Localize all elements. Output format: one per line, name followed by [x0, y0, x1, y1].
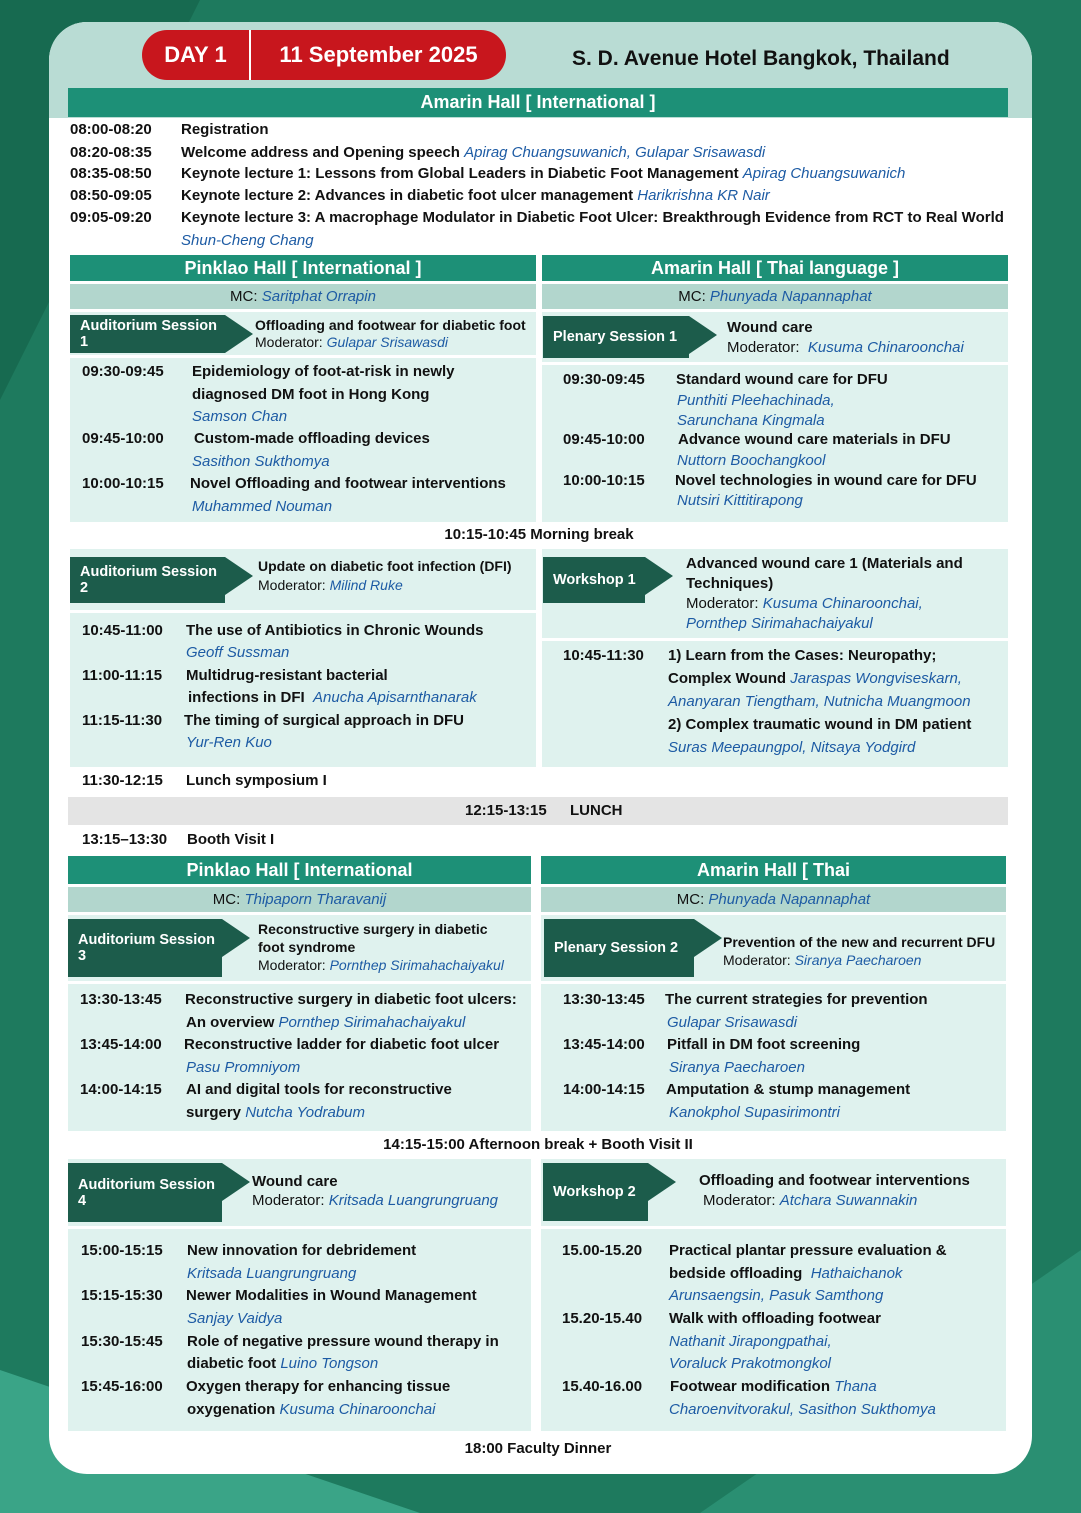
speaker-name: Voraluck Prakotmongkol — [669, 1355, 832, 1372]
talk-time: 10:45-11:00 — [82, 622, 163, 639]
talk-title: 1) Learn from the Cases: Neuropathy; — [668, 647, 937, 664]
talk-title: Epidemiology of foot-at-risk in newly — [192, 363, 455, 380]
talk-title: Role of negative pressure wound therapy in — [187, 1333, 499, 1350]
faculty-dinner: 18:00 Faculty Dinner — [464, 1440, 612, 1457]
booth-visit-time: 13:15–13:30 — [82, 831, 168, 848]
list-item: 08:35-08:50 Keynote lecture 1: Lessons from Global Leaders in Diabetic Foot Management Apirag Chuangsuwanich — [70, 165, 906, 182]
talk-time: 14:00-14:15 — [563, 1081, 645, 1098]
list-item: 09:05-09:20 Keynote lecture 3: A macrophage Modulator in Diabetic Foot Ulcer: Breakthrough Evidence from RCT to Real World — [70, 209, 1004, 226]
auditorium-session-3-tag: Auditorium Session 3 — [68, 919, 222, 977]
talk-title: Pitfall in DM foot screening — [667, 1036, 861, 1053]
talk-title: surgery Nutcha Yodrabum — [186, 1104, 366, 1121]
speaker-name: Sarunchana Kingmala — [677, 412, 825, 429]
day-label: DAY 1 — [164, 42, 227, 67]
talk-time: 09:30-09:45 — [563, 371, 645, 388]
plenary-session-1-tag: Plenary Session 1 — [543, 316, 689, 358]
talk-title: Novel technologies in wound care for DFU — [675, 472, 977, 489]
talk-title: The use of Antibiotics in Chronic Wounds — [186, 622, 484, 639]
lunch-time: 12:15-13:15 — [465, 802, 547, 819]
talk-title: infections in DFI Anucha Apisarnthanarak — [188, 689, 477, 706]
session-title: Reconstructive surgery in diabetic — [258, 921, 488, 937]
speaker-name: Samson Chan — [192, 408, 288, 425]
list-item: 08:20-08:35 Welcome address and Opening speech Apirag Chuangsuwanich, Gulapar Srisawasdi — [70, 144, 766, 161]
speaker-name: Geoff Sussman — [186, 644, 290, 661]
talk-time: 13:30-13:45 — [80, 991, 162, 1008]
talk-time: 15.20-15.40 — [562, 1310, 643, 1327]
auditorium-session-1-tag: Auditorium Session 1 — [70, 315, 225, 353]
list-item: 08:00-08:20 Registration — [70, 121, 269, 138]
talk-time: 09:45-10:00 — [563, 431, 645, 448]
session-title: Offloading and footwear for diabetic foot — [255, 317, 526, 333]
talk-title: diagnosed DM foot in Hong Kong — [192, 386, 430, 403]
talk-title: oxygenation Kusuma Chinaroonchai — [187, 1401, 436, 1418]
talk-title: An overview Pornthep Sirimahachaiyakul — [186, 1014, 466, 1031]
list-item: 08:50-09:05 Keynote lecture 2: Advances in diabetic foot ulcer management Harikrishna KR Nair — [70, 187, 770, 204]
auditorium-session-4-tag: Auditorium Session 4 — [68, 1163, 222, 1222]
talk-title: diabetic foot Luino Tongson — [187, 1355, 379, 1372]
talk-time: 09:45-10:00 — [82, 430, 164, 447]
plenary-session-2-tag: Plenary Session 2 — [544, 919, 694, 977]
session-title: Update on diabetic foot infection (DFI) — [258, 558, 512, 574]
session-title: Wound care — [252, 1173, 338, 1190]
talk-title: Oxygen therapy for enhancing tissue — [186, 1378, 451, 1395]
talk-title: Multidrug-resistant bacterial — [186, 667, 388, 684]
moderator-line: Moderator: Kritsada Luangrungruang — [252, 1192, 499, 1209]
day-date-badge — [142, 30, 506, 80]
session-title: Advanced wound care 1 (Materials and — [686, 555, 963, 572]
speaker-name: Suras Meepaungpol, Nitsaya Yodgird — [668, 739, 916, 756]
moderator-line: Moderator: Gulapar Srisawasdi — [255, 334, 448, 350]
speaker-name: Ananyaran Tiengtham, Nutnicha Muangmoon — [668, 693, 971, 710]
talk-title: Amputation & stump management — [666, 1081, 911, 1098]
moderator-line: Moderator: Kusuma Chinaroonchai — [727, 339, 964, 356]
talk-title: Novel Offloading and footwear interventions — [190, 475, 506, 492]
speaker-name: Nathanit Jirapongpathai, — [669, 1333, 832, 1350]
speaker-name: Punthiti Pleehachinada, — [677, 392, 835, 409]
talk-title: Complex Wound Jaraspas Wongviseskarn, — [668, 670, 962, 687]
talk-title: bedside offloading Hathaichanok — [669, 1265, 903, 1282]
session-title: Offloading and footwear interventions — [699, 1172, 970, 1189]
moderator-line: Moderator: Milind Ruke — [258, 577, 403, 593]
lunch-title: LUNCH — [570, 802, 623, 819]
speaker-name: Kanokphol Supasirimontri — [669, 1104, 840, 1121]
speaker-name: Gulapar Srisawasdi — [667, 1014, 798, 1031]
session-title: Wound care — [727, 319, 813, 336]
talk-time: 10:00-10:15 — [563, 472, 645, 489]
speaker-name: Charoenvitvorakul, Sasithon Sukthomya — [669, 1401, 936, 1418]
mc-left: MC: Saritphat Orrapin — [70, 284, 536, 309]
workshop-1-tag: Workshop 1 — [543, 557, 645, 603]
talk-time: 15.40-16.00 — [562, 1378, 643, 1395]
talk-title: Footwear modification Thana — [670, 1378, 877, 1395]
speaker-name: Pasu Promniyom — [186, 1059, 301, 1076]
amarin-international-header: Amarin Hall [ International ] — [68, 88, 1008, 117]
speaker-name: Muhammed Nouman — [192, 498, 333, 515]
session-title: Prevention of the new and recurrent DFU — [723, 934, 996, 950]
speaker-name: Sasithon Sukthomya — [192, 453, 330, 470]
auditorium-session-2-tag: Auditorium Session 2 — [70, 557, 225, 603]
talk-title: 2) Complex traumatic wound in DM patient — [668, 716, 972, 733]
amarin-thai-header: Amarin Hall [ Thai language ] — [542, 255, 1008, 281]
talk-time: 09:30-09:45 — [82, 363, 164, 380]
talk-title: Walk with offloading footwear — [669, 1310, 881, 1327]
speaker-name: Nutsiri Kittitirapong — [677, 492, 803, 509]
afternoon-break: 14:15-15:00 Afternoon break + Booth Visit II — [383, 1136, 693, 1153]
talk-title: Newer Modalities in Wound Management — [186, 1287, 477, 1304]
talk-title: Reconstructive surgery in diabetic foot ulcers: — [185, 991, 517, 1008]
talk-time: 15:00-15:15 — [81, 1242, 163, 1259]
pinklao-hall-header: Pinklao Hall [ International — [68, 856, 531, 884]
speaker-name: Sanjay Vaidya — [187, 1310, 283, 1327]
talk-title: Practical plantar pressure evaluation & — [669, 1242, 947, 1259]
mc-right: MC: Phunyada Napannaphat — [541, 887, 1006, 912]
session-title: Techniques) — [686, 575, 774, 592]
talk-time: 10:00-10:15 — [82, 475, 164, 492]
moderator-line: Pornthep Sirimahachaiyakul — [686, 615, 873, 632]
talk-time: 13:45-14:00 — [80, 1036, 162, 1053]
talk-time: 14:00-14:15 — [80, 1081, 162, 1098]
moderator-line: Moderator: Atchara Suwannakin — [703, 1192, 918, 1209]
talk-title: Standard wound care for DFU — [676, 371, 888, 388]
talk-time: 11:00-11:15 — [82, 667, 163, 684]
talk-title: Custom-made offloading devices — [194, 430, 430, 447]
talk-time: 15:30-15:45 — [81, 1333, 163, 1350]
moderator-line: Moderator: Pornthep Sirimahachaiyakul — [258, 957, 504, 973]
talk-time: 15.00-15.20 — [562, 1242, 643, 1259]
talk-title: Reconstructive ladder for diabetic foot ulcer — [184, 1036, 500, 1053]
morning-break: 10:15-10:45 Morning break — [444, 526, 634, 543]
talk-title: AI and digital tools for reconstructive — [186, 1081, 452, 1098]
moderator-line: Moderator: Siranya Paecharoen — [723, 952, 922, 968]
session-title: foot syndrome — [258, 939, 356, 955]
pinklao-hall-header: Pinklao Hall [ International ] — [70, 255, 536, 281]
speaker-name: Nuttorn Boochangkool — [677, 452, 826, 469]
lunch-symposium-title: Lunch symposium I — [186, 772, 327, 789]
lunch-symposium-time: 11:30-12:15 — [82, 772, 163, 789]
workshop-2-tag: Workshop 2 — [543, 1163, 648, 1221]
talk-time: 10:45-11:30 — [563, 647, 644, 664]
talk-time: 15:45-16:00 — [81, 1378, 163, 1395]
talk-title: New innovation for debridement — [187, 1242, 417, 1259]
speaker-name: Shun-Cheng Chang — [181, 232, 314, 249]
amarin-thai-header: Amarin Hall [ Thai — [541, 856, 1006, 884]
talk-time: 11:15-11:30 — [82, 712, 163, 729]
date-label: 11 September 2025 — [279, 42, 478, 67]
booth-visit-title: Booth Visit I — [187, 831, 275, 848]
speaker-name: Kritsada Luangrungruang — [187, 1265, 357, 1282]
venue-title: S. D. Avenue Hotel Bangkok, Thailand — [572, 47, 950, 70]
talk-time: 15:15-15:30 — [81, 1287, 163, 1304]
talk-time: 13:30-13:45 — [563, 991, 645, 1008]
speaker-name: Siranya Paecharoen — [669, 1059, 805, 1076]
moderator-line: Moderator: Kusuma Chinaroonchai, — [686, 595, 923, 612]
mc-left: MC: Thipaporn Tharavanij — [68, 887, 531, 912]
talk-title: The timing of surgical approach in DFU — [184, 712, 465, 729]
speaker-name: Arunsaengsin, Pasuk Samthong — [669, 1287, 884, 1304]
talk-time: 13:45-14:00 — [563, 1036, 645, 1053]
speaker-name: Yur-Ren Kuo — [186, 734, 272, 751]
talk-title: Advance wound care materials in DFU — [678, 431, 951, 448]
mc-right: MC: Phunyada Napannaphat — [542, 284, 1008, 309]
talk-title: The current strategies for prevention — [665, 991, 928, 1008]
